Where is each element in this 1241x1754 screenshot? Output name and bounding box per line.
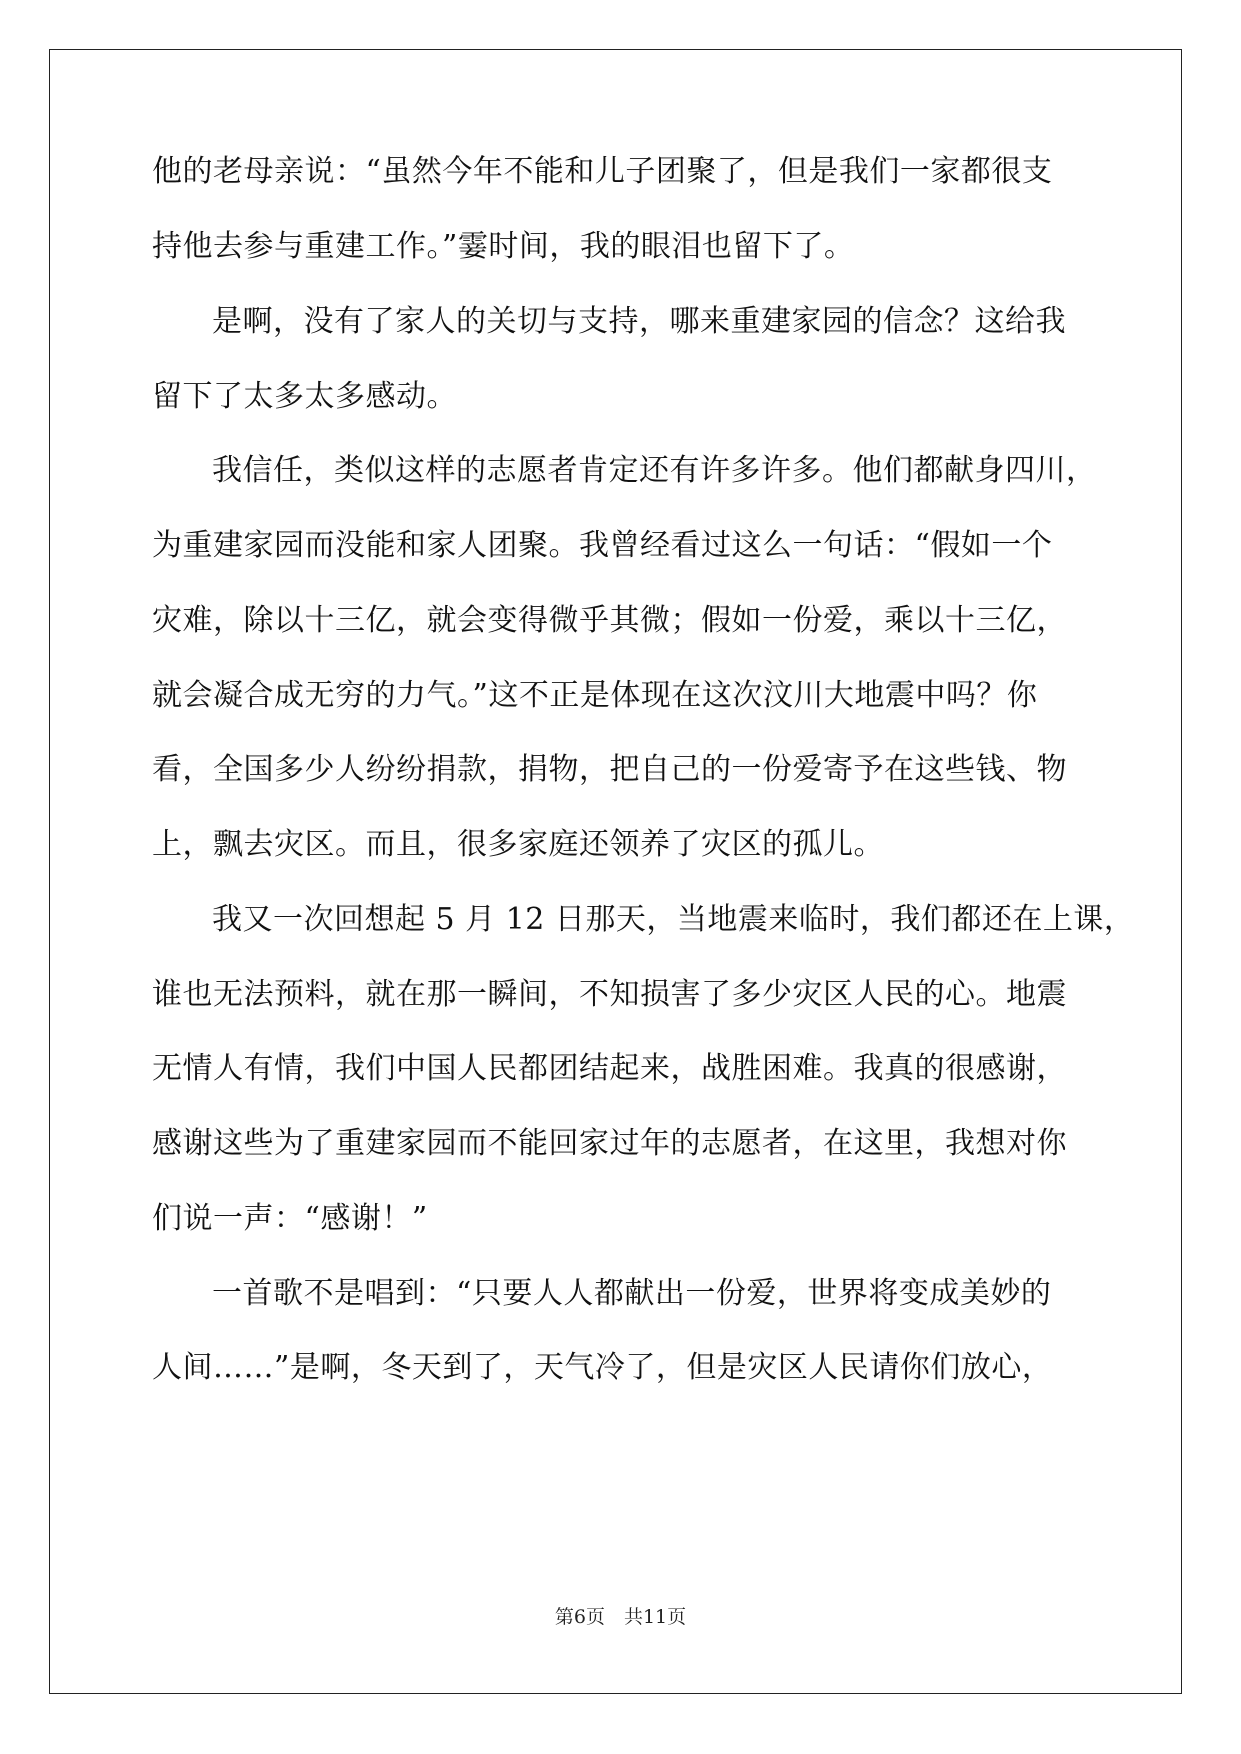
body-text-line: 无情人有情，我们中国人民都团结起来，战胜困难。我真的很感谢，	[152, 1051, 1067, 1086]
body-text-line: 感谢这些为了重建家园而不能回家过年的志愿者，在这里，我想对你	[152, 1126, 1067, 1161]
body-text-line: 为重建家园而没能和家人团聚。我曾经看过这么一句话：“假如一个	[152, 528, 1053, 563]
page-number-footer: 第6页 共11页	[554, 1606, 687, 1628]
body-text-line: 看，全国多少人纷纷捐款，捐物，把自己的一份爱寄予在这些钱、物	[152, 752, 1067, 787]
body-text-line: 留下了太多太多感动。	[152, 379, 457, 414]
body-text-line: 持他去参与重建工作。”霎时间，我的眼泪也留下了。	[152, 229, 855, 264]
body-text-line: 就会凝合成无穷的力气。”这不正是体现在这次汶川大地震中吗？你	[152, 678, 1038, 713]
body-text-line: 我信任，类似这样的志愿者肯定还有许多许多。他们都献身四川，	[212, 453, 1097, 488]
body-text-line: 上，飘去灾区。而且，很多家庭还领养了灾区的孤儿。	[152, 827, 884, 862]
body-text-line: 们说一声：“感谢！”	[152, 1201, 428, 1236]
body-text-line: 他的老母亲说：“虽然今年不能和儿子团聚了，但是我们一家都很支	[152, 154, 1053, 189]
body-text-line: 灾难，除以十三亿，就会变得微乎其微；假如一份爱，乘以十三亿，	[152, 603, 1067, 638]
body-text-line: 是啊，没有了家人的关切与支持，哪来重建家园的信念？这给我	[212, 304, 1066, 339]
body-text-line: 人间……”是啊，冬天到了，天气冷了，但是灾区人民请你们放心，	[152, 1350, 1053, 1385]
body-text-line: 谁也无法预料，就在那一瞬间，不知损害了多少灾区人民的心。地震	[152, 977, 1067, 1012]
page-border	[49, 49, 1182, 1694]
body-text-line: 我又一次回想起 5 月 12 日那天，当地震来临时，我们都还在上课，	[212, 902, 1135, 937]
body-text-line: 一首歌不是唱到：“只要人人都献出一份爱，世界将变成美妙的	[212, 1276, 1052, 1311]
